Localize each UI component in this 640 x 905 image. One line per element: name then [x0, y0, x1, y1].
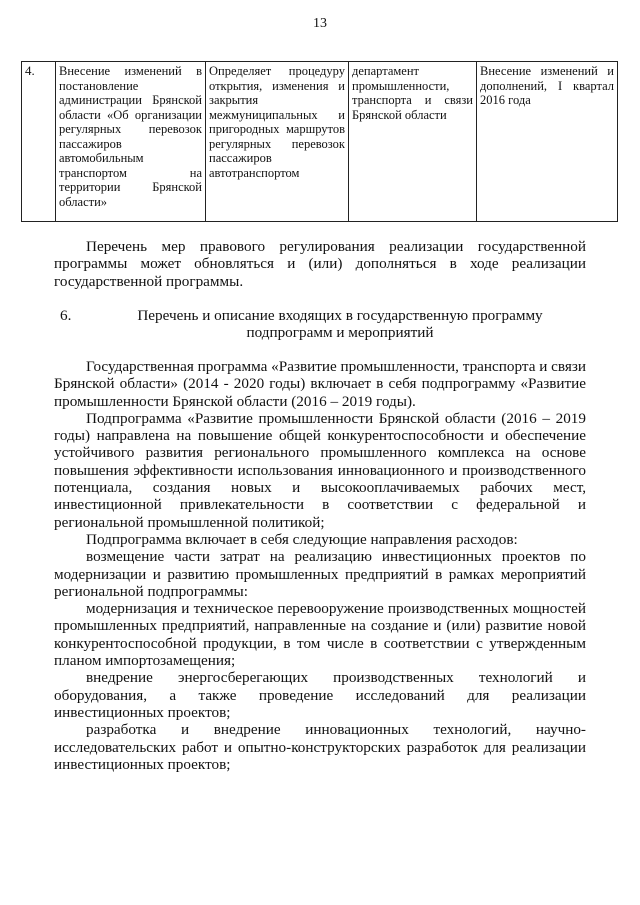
term-cell: Внесение изменений и дополнений, I квартал 2016 года	[477, 62, 618, 222]
section-heading	[54, 307, 586, 342]
section-number: 6.	[60, 307, 72, 324]
paragraph: Подпрограмма включает в себя следующие направления расходов:	[86, 530, 518, 548]
executor-cell: департамент промышленности, транспорта и связи Брянской области	[349, 62, 477, 222]
paragraph: возмещение части затрат на реализацию инвестиционных проектов по модернизации и развитию промышленных предприятий в рамках мероприятий региональной подпрограммы:	[54, 548, 586, 600]
paragraph: модернизация и техническое перевооружение производственных мощностей промышленных предприятий, направленные на создание и (или) развитие новой конкурентоспособной продукции, в том числе в соответствии с утвержденным планом импортозамещения;	[54, 600, 586, 670]
paragraph: Государственная программа «Развитие промышленности, транспорта и связи Брянской области» (2014 - 2020 годы) включает в себя подпрограмму «Развитие промышленности Брянской области (2016 – 2019 годы).	[54, 358, 586, 410]
measure-essence-cell: Определяет процедуру открытия, изменения и закрытия межмуниципальных и пригородных маршрутов регулярных перевозок пассажиров автотранспортом	[206, 62, 349, 222]
intro-text	[54, 238, 586, 290]
paragraph: Перечень мер правового регулирования реализации государственной программы может обновляться и (или) дополняться в ходе реализации государственной программы.	[54, 238, 586, 290]
paragraph: разработка и внедрение инновационных технологий, научно-исследовательских работ и опытно-конструкторских разработок для реализации инвестиционных проектов;	[54, 721, 586, 773]
section-title: Перечень и описание входящих в государственную программу подпрограмм и мероприятий	[137, 307, 543, 342]
legal-measures-table	[21, 61, 618, 222]
table-row	[22, 62, 618, 222]
paragraph: внедрение энергосберегающих производственных технологий и оборудования, а также проведение исследований для реализации инвестиционных проектов;	[54, 669, 586, 721]
page-number: 13	[313, 16, 327, 31]
section-body	[54, 358, 586, 773]
paragraph: Подпрограмма «Развитие промышленности Брянской области (2016 – 2019 годы) направлена на повышение общей конкурентоспособности и обеспечение устойчивого развития регионального промышленного комплекса на основе повышения эффективности использования инновационного и производственного потенциала, создания новых и высокооплачиваемых рабочих мест, инвестиционной привлекательности в соответствии с федеральной и региональной промышленной политикой;	[54, 409, 586, 531]
row-number: 4.	[22, 62, 56, 222]
measure-name-cell: Внесение изменений в постановление администрации Брянской области «Об организации регулярных перевозок пассажиров автомобильным транспортом на территории Брянской области»	[56, 62, 206, 222]
